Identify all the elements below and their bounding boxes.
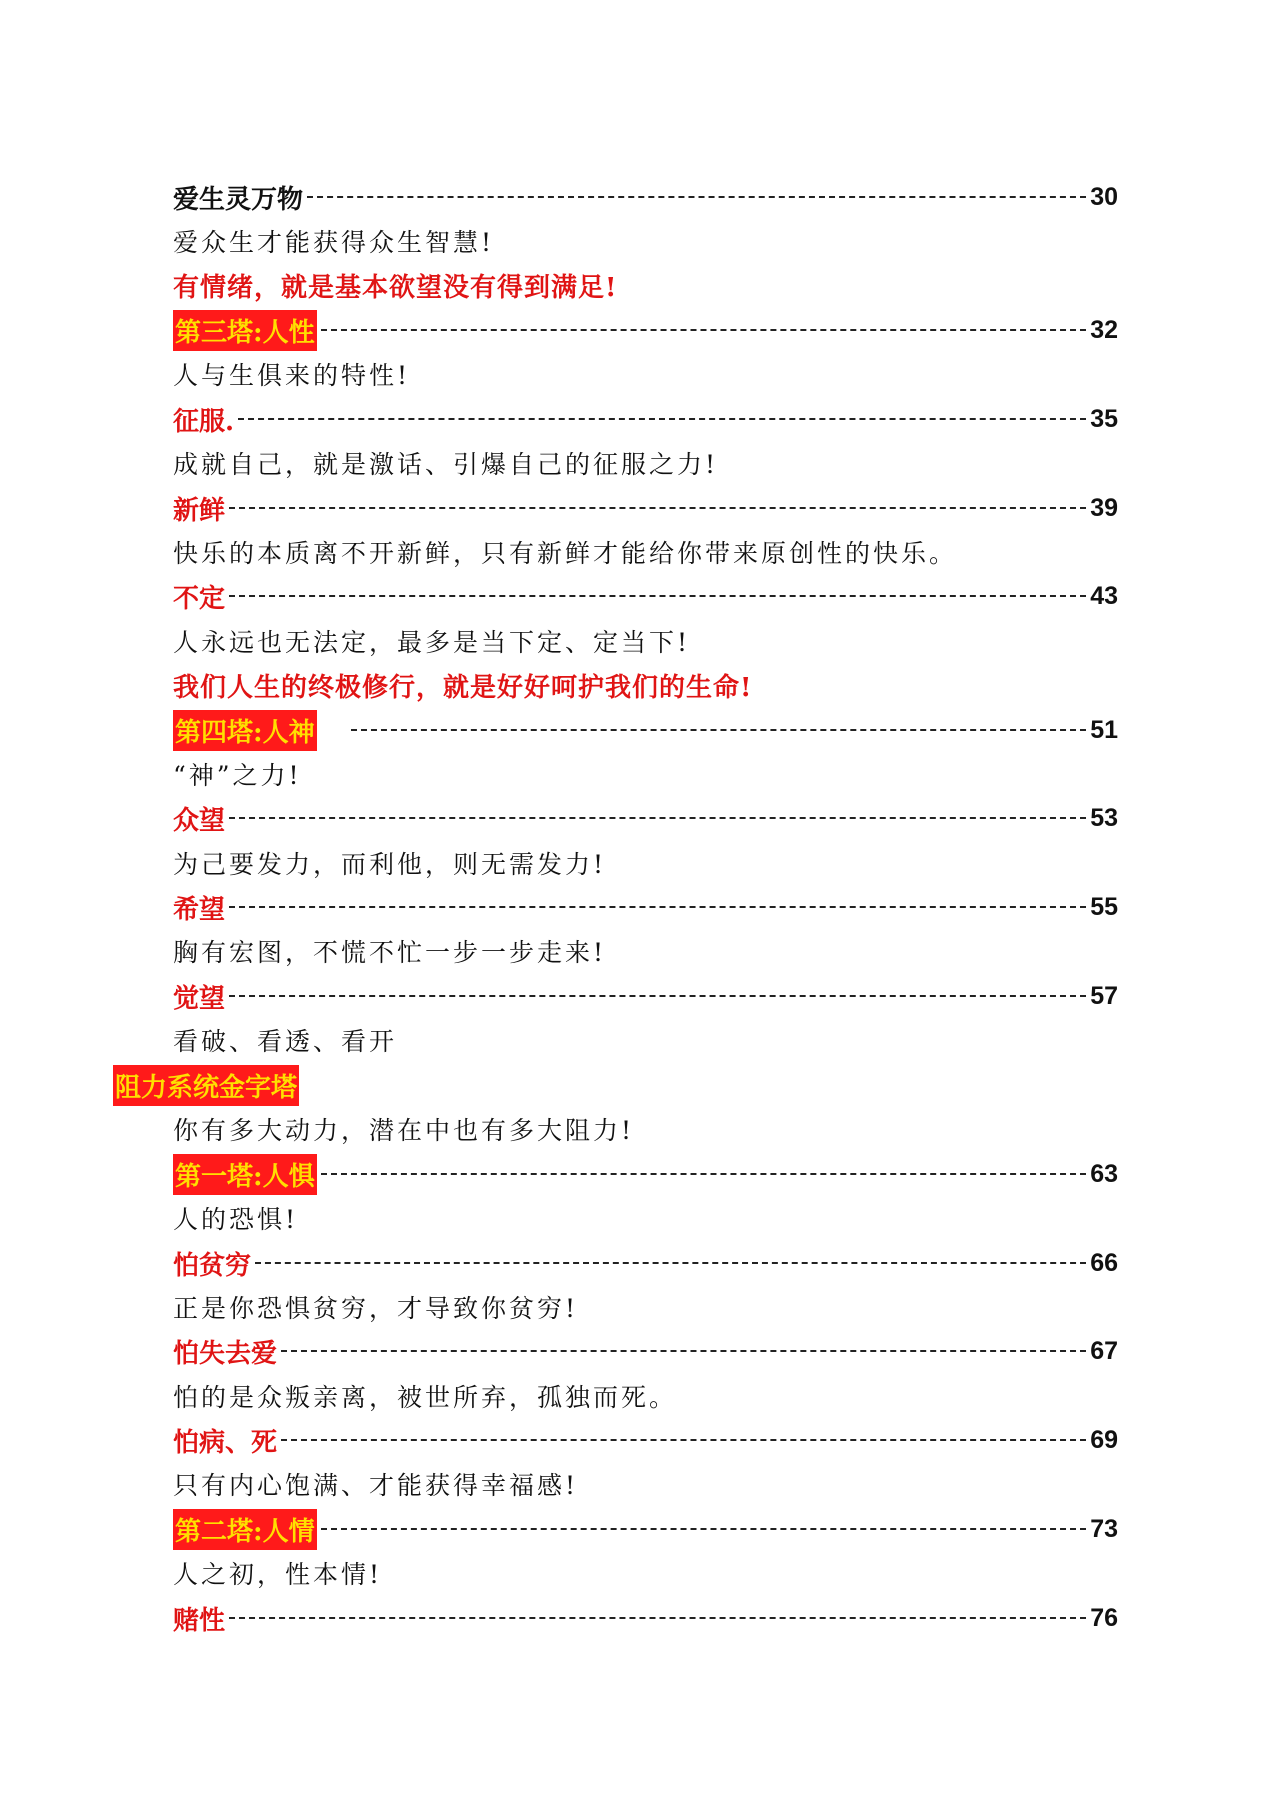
dot-leader (351, 729, 1087, 731)
toc-entry-15[interactable] (173, 1596, 1118, 1640)
toc-entry-10[interactable] (173, 1152, 1118, 1196)
section-heading[interactable] (113, 1063, 1118, 1107)
toc-description-7 (173, 841, 1118, 885)
emphasis-line-2 (173, 663, 1118, 707)
page-number: 39 (1090, 493, 1118, 522)
toc-description-5 (173, 619, 1118, 663)
description-text: 成就自己，就是激话、引爆自己的征服之力! (173, 450, 719, 479)
toc-description-2 (173, 352, 1118, 396)
toc-description-14 (173, 1462, 1118, 1506)
toc-entry-9[interactable] (173, 974, 1118, 1018)
dot-leader (229, 995, 1086, 997)
toc-entry-6[interactable] (173, 708, 1118, 752)
description-text: “神”之力! (173, 761, 302, 790)
dot-leader (281, 1350, 1086, 1352)
description-text: 爱众生才能获得众生智慧! (173, 228, 495, 257)
page-number: 32 (1090, 315, 1118, 344)
entry-title: 第四塔:人神 (173, 710, 317, 751)
emphasis-text: 我们人生的终极修行，就是好好呵护我们的生命! (173, 672, 753, 703)
toc-entry-11[interactable] (173, 1241, 1118, 1285)
description-text: 快乐的本质离不开新鲜，只有新鲜才能给你带来原创性的快乐。 (173, 539, 958, 568)
page-number: 69 (1090, 1425, 1118, 1454)
entry-title: 怕贫穷 (173, 1250, 252, 1281)
emphasis-text: 有情绪，就是基本欲望没有得到满足! (173, 272, 618, 303)
description-text: 为己要发力，而利他，则无需发力! (173, 850, 607, 879)
toc-entry-14[interactable] (173, 1507, 1118, 1551)
page-number: 53 (1090, 803, 1118, 832)
dot-leader (238, 418, 1086, 420)
page-number: 66 (1090, 1248, 1118, 1277)
page-number: 55 (1090, 892, 1118, 921)
entry-title: 怕失去爱 (173, 1338, 278, 1369)
dot-leader (321, 329, 1087, 331)
entry-title: 怕病、死 (173, 1427, 278, 1458)
dot-leader (229, 507, 1086, 509)
dot-leader (255, 1262, 1086, 1264)
description-text: 人永远也无法定，最多是当下定、定当下! (173, 628, 691, 657)
entry-title: 爱生灵万物 (173, 184, 304, 215)
emphasis-line-1 (173, 263, 1118, 307)
description-text: 你有多大动力，潜在中也有多大阻力! (173, 1116, 635, 1145)
page-number: 30 (1090, 182, 1118, 211)
toc-entry-3[interactable] (173, 397, 1118, 441)
description-text: 胸有宏图，不慌不忙一步一步走来! (173, 938, 607, 967)
entry-title: 第二塔:人情 (173, 1509, 317, 1550)
page-number: 43 (1090, 581, 1118, 610)
dot-leader (229, 817, 1086, 819)
toc-description-13 (173, 1374, 1118, 1418)
page-number: 63 (1090, 1159, 1118, 1188)
entry-title: 征服. (173, 406, 235, 437)
toc-description-11 (173, 1196, 1118, 1240)
toc-entry-13[interactable] (173, 1418, 1118, 1462)
description-text: 人与生俱来的特性! (173, 361, 411, 390)
toc-description-10 (173, 1107, 1118, 1151)
description-text: 人的恐惧! (173, 1205, 299, 1234)
description-text: 只有内心饱满、才能获得幸福感! (173, 1471, 579, 1500)
dot-leader (229, 595, 1086, 597)
entry-title: 新鲜 (173, 495, 226, 526)
page-number: 67 (1090, 1336, 1118, 1365)
entry-title: 希望 (173, 894, 226, 925)
toc-entry-5[interactable] (173, 574, 1118, 618)
toc-description-1 (173, 219, 1118, 263)
toc-entry-8[interactable] (173, 885, 1118, 929)
page-number: 73 (1090, 1514, 1118, 1543)
entry-title: 觉望 (173, 983, 226, 1014)
toc-description-3 (173, 441, 1118, 485)
toc-description-8 (173, 929, 1118, 973)
toc-description-6 (173, 752, 1118, 796)
toc-description-12 (173, 1285, 1118, 1329)
entry-title: 第三塔:人性 (173, 310, 317, 351)
entry-title: 不定 (173, 583, 226, 614)
dot-leader (321, 1173, 1087, 1175)
dot-leader (229, 1617, 1086, 1619)
description-text: 正是你恐惧贫穷，才导致你贫穷! (173, 1294, 579, 1323)
entry-title: 众望 (173, 805, 226, 836)
dot-leader (307, 196, 1086, 198)
page-number: 76 (1090, 1603, 1118, 1632)
section-title: 阻力系统金字塔 (113, 1065, 299, 1106)
description-text: 怕的是众叛亲离，被世所弃，孤独而死。 (173, 1383, 678, 1412)
toc-entry-2[interactable] (173, 308, 1118, 352)
toc-entry-7[interactable] (173, 796, 1118, 840)
toc-entry-1[interactable] (173, 175, 1118, 219)
description-text: 看破、看透、看开 (173, 1027, 398, 1056)
description-text: 人之初，性本情! (173, 1560, 383, 1589)
page-number: 51 (1090, 715, 1118, 744)
page-number: 57 (1090, 981, 1118, 1010)
dot-leader (281, 1439, 1086, 1441)
dot-leader (229, 906, 1086, 908)
dot-leader (321, 1528, 1087, 1530)
entry-title: 赌性 (173, 1605, 226, 1636)
page-number: 35 (1090, 404, 1118, 433)
toc-description-4 (173, 530, 1118, 574)
entry-title: 第一塔:人惧 (173, 1154, 317, 1195)
toc-description-15 (173, 1551, 1118, 1595)
toc-entry-4[interactable] (173, 486, 1118, 530)
toc-description-9 (173, 1018, 1118, 1062)
toc-entry-12[interactable] (173, 1329, 1118, 1373)
